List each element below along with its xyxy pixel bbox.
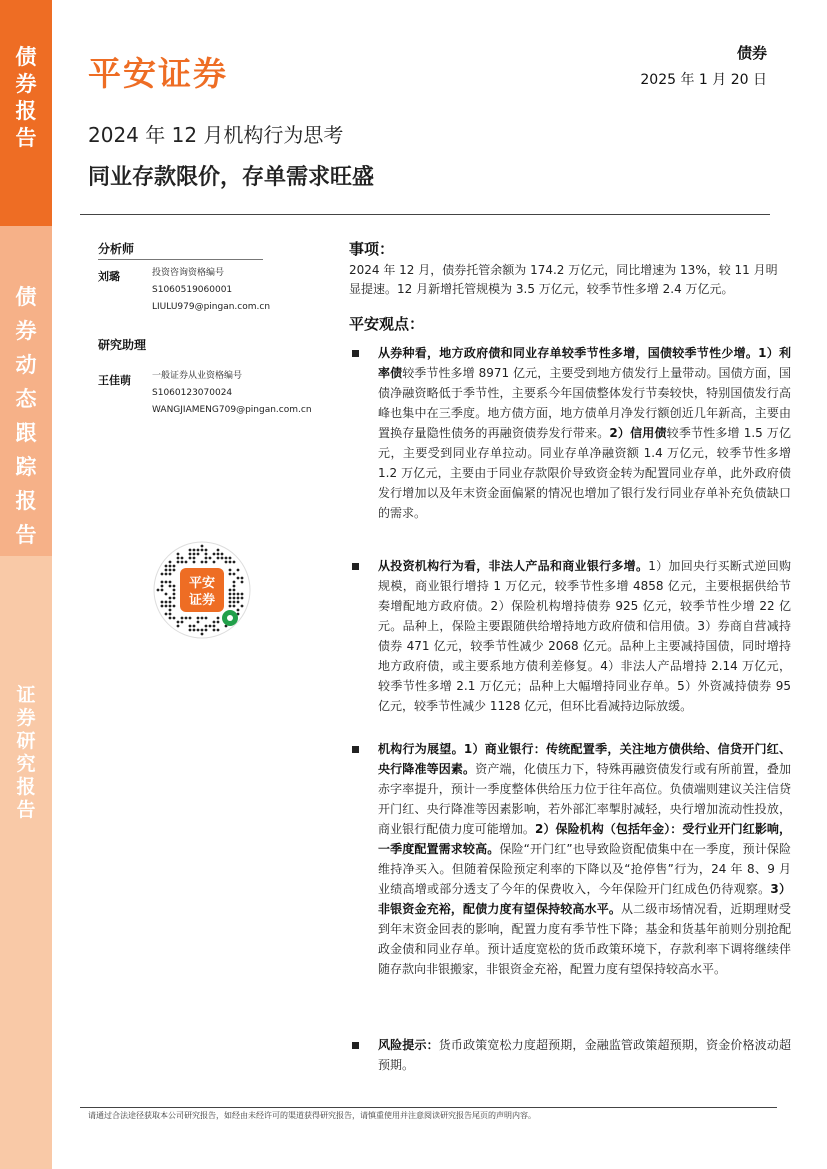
event-heading: 事项： (349, 240, 395, 258)
qr-code-icon[interactable] (152, 540, 252, 640)
report-subtitle: 同业存款限价，存单需求旺盛 (88, 165, 375, 190)
svg-text:平安: 平安 (188, 576, 216, 591)
footer-divider (80, 1107, 777, 1108)
analyst-cert-label: 投资咨询资格编号 (152, 268, 225, 278)
assistant-email[interactable]: WANGJIAMENG709@pingan.com.cn (152, 405, 312, 415)
sidebar-char: 债 (15, 285, 37, 309)
analyst-cert-number: S1060519060001 (152, 285, 233, 295)
bullet-marker (352, 1042, 359, 1049)
sidebar-char: 告 (15, 126, 37, 150)
bullet-3-lead: 机构行为展望。1）商业银行：传统配置季，关注地方债供给、信贷开门红、央行降准等因素。 (378, 742, 791, 776)
risk-lead: 风险提示： (378, 1038, 439, 1052)
view-bullet-2 (378, 556, 791, 716)
analyst-heading: 分析师 (98, 242, 135, 256)
bullet-1-lead-2: 2）信用债 (609, 426, 667, 440)
assistant-info (152, 368, 312, 419)
bullet-2-text: 1）加回央行买断式逆回购规模，商业银行增持 1 万亿元，较季节性多增 4858 亿元，主要根据供给节奏增配地方政府债。2）保险机构增持债券 925 亿元，较季节性少增 22 亿元。品种上，保险主要跟随供给增持地方政府债和信用债。3）券商自营减持债券 471 亿元，较季节性减少 2068 亿元。品种上主要减持国债，同时增持地方政府债，或主要系地方债利差修复。4）非法人产品增持 2.14 万亿元，较季节性多增 2.1 万亿元；品种上大幅增持同业存单。5）外资减持债券 95 亿元，较季节性减少 1128 亿元，但环比看减持边际放缓。 (378, 559, 791, 713)
bullet-3-lead-2: 2）保险机构（包括年金）：受行业开门红影响，一季度配置需求较高。 (378, 822, 791, 856)
sidebar-char: 证 (16, 684, 36, 706)
view-bullet-3 (378, 739, 791, 979)
assistant-cert-label: 一般证券从业资格编号 (152, 371, 243, 381)
report-date: 2025 年 1 月 20 日 (640, 72, 767, 88)
sidebar-char: 告 (15, 523, 37, 547)
sidebar-char: 券 (16, 707, 36, 729)
analyst-info (152, 265, 270, 316)
sidebar-char: 债 (15, 45, 37, 69)
bullet-1-text-2: 较季节性多增 1.5 万亿元，主要受到同业存单拉动。同业存单净融资额 1.4 万亿元，较季节性多增 1.2 万亿元，主要由于同业存款限价导致资金转为配置同业存单，此外政府债发行增加以及年末资金面偏紧的情况也增加了银行发行同业存单补充负债缺口的需求。 (378, 426, 791, 520)
sidebar-char: 券 (15, 72, 37, 96)
bullet-marker (352, 746, 359, 753)
bullet-1-text: 较季节性多增 8971 亿元，主要受到地方债发行上量带动。国债方面，国债净融资略低于季节性，主要系今年国债整体发行节奏较快，特别国债发行高峰也集中在三季度。地方债方面，地方债单月净发行额创近几年新高，主要由置换存量隐性债务的再融资债券发行带来。 (378, 366, 791, 440)
bullet-3-text: 资产端，化债压力下，特殊再融资债发行或有所前置，叠加赤字率提升，预计一季度整体供给压力位于往年高位。负债端则建议关注信贷开门红、央行降准等因素影响，若外部汇率掣肘减轻，央行增加流动性投放，商业银行配债力度可能增加。 (378, 762, 791, 836)
sidebar-char: 动 (15, 353, 37, 377)
assistant-name: 王佳萌 (98, 374, 131, 387)
company-logo: 平安证券 (88, 54, 228, 93)
sidebar-char: 研 (16, 730, 36, 752)
bullet-2-lead: 从投资机构行为看，非法人产品和商业银行多增。 (378, 559, 649, 573)
sidebar-char: 踪 (15, 455, 37, 479)
sidebar-char: 报 (15, 99, 37, 123)
view-bullet-4 (378, 1035, 791, 1075)
document-category: 债券 (736, 44, 767, 62)
assistant-cert-number: S1060123070024 (152, 388, 233, 398)
event-text: 2024 年 12 月，债券托管余额为 174.2 万亿元，同比增速为 13%，较 11 月明显提速。12 月新增托管规模为 3.5 万亿元，较季节性多增 2.4 万亿元。 (349, 263, 778, 296)
risk-text: 货币政策宽松力度超预期，金融监管政策超预期，资金价格波动超预期。 (378, 1038, 791, 1072)
bullet-3-text-2: 保险“开门红”也导致险资配债集中在一季度，预计保险维持净买入。但随着保险预定利率的下降以及“抢停售”行为，24 年 8、9 月业绩高增或部分透支了今年的保费收入，今年保险开门红成色仍待观察。 (378, 842, 791, 896)
sidebar-block-report-type (0, 0, 52, 226)
views-heading: 平安观点： (349, 315, 425, 333)
assistant-heading: 研究助理 (98, 338, 147, 352)
bullet-3-lead-3: 3）非银资金充裕，配债力度有望保持较高水平。 (378, 882, 791, 916)
sidebar-char: 态 (15, 387, 37, 411)
svg-text:证券: 证券 (188, 593, 216, 608)
sidebar-char: 究 (16, 753, 36, 775)
sidebar-char: 报 (15, 489, 37, 513)
left-sidebar (0, 0, 52, 1169)
analyst-email[interactable]: LIULU979@pingan.com.cn (152, 302, 271, 312)
analyst-name: 刘璐 (98, 270, 120, 283)
analyst-divider (98, 259, 263, 260)
bullet-marker (352, 350, 359, 357)
sidebar-char: 券 (15, 319, 37, 343)
bullet-1-lead: 从券种看，地方政府债和同业存单较季节性多增，国债较季节性少增。1）利率债 (378, 346, 791, 380)
sidebar-char: 报 (16, 776, 36, 798)
report-title: 2024 年 12 月机构行为思考 (88, 123, 344, 147)
view-bullet-1 (378, 343, 791, 523)
bullet-3-text-3: 从二级市场情况看，近期理财受到年末资金回表的影响，配置力度有季节性下降；基金和货基年前则分别抢配政金债和同业存单。预计适度宽松的货币政策环境下，存款利率下调将继续伴随存款向非银搬家，非银资金充裕，配置力度有望保持较高水平。 (378, 902, 791, 976)
sidebar-char: 告 (16, 799, 36, 821)
sidebar-block-report-subtype (0, 226, 52, 556)
sidebar-block-securities-research (0, 556, 52, 1169)
header-divider (80, 214, 770, 215)
bullet-marker (352, 563, 359, 570)
sidebar-char: 跟 (15, 421, 37, 445)
footer-disclaimer: 请通过合法途径获取本公司研究报告，如经由未经许可的渠道获得研究报告，请慎重使用并注意阅读研究报告尾页的声明内容。 (88, 1111, 536, 1120)
